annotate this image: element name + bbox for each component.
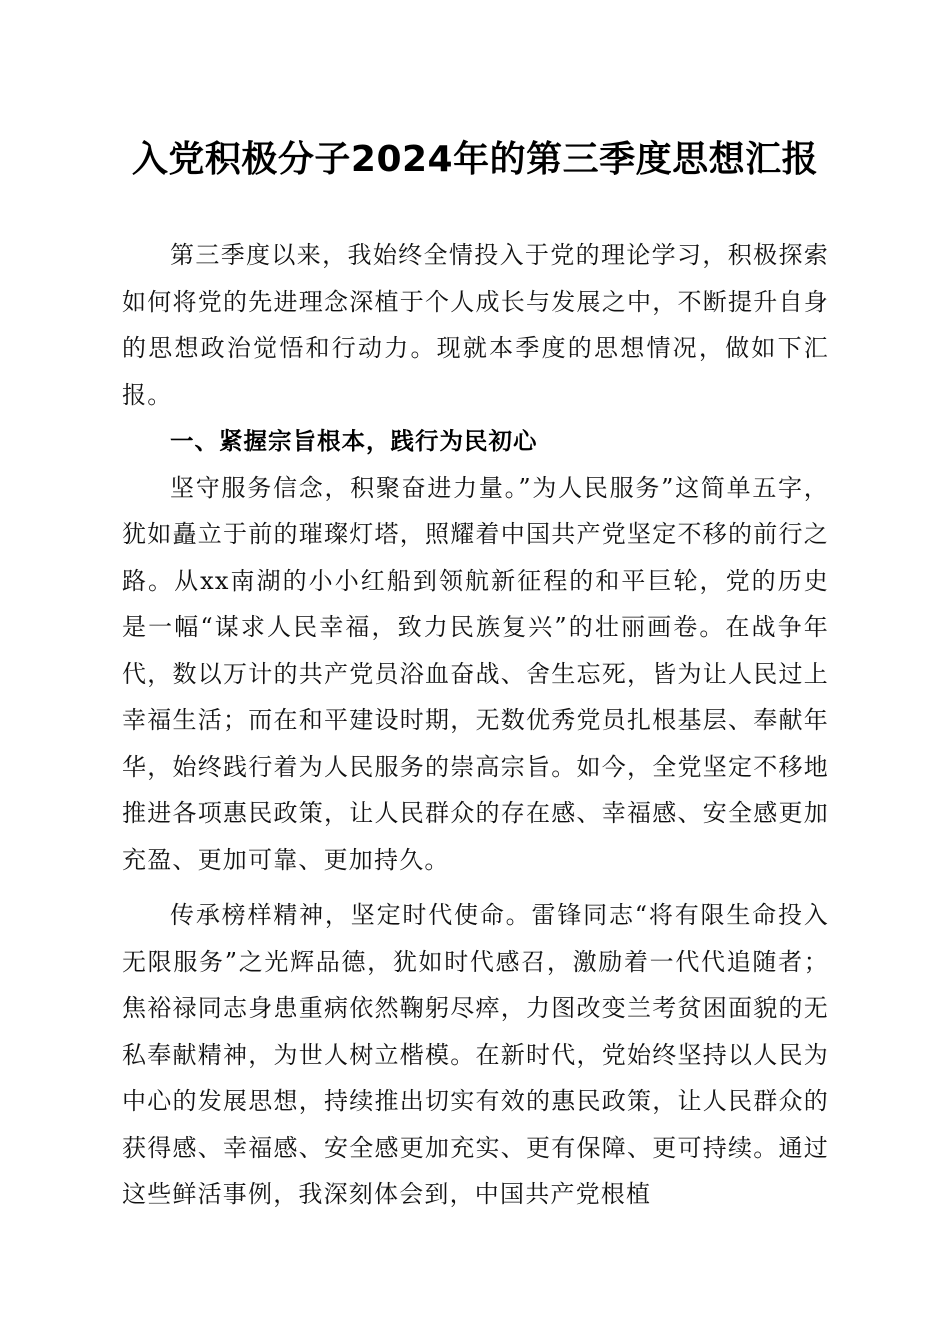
intro-paragraph: 第三季度以来，我始终全情投入于党的理论学习，积极探索如何将党的先进理念深植于个人成长与发展之中，不断提升自身的思想政治觉悟和行动力。现就本季度的思想情况，做如下汇报。 <box>122 241 829 409</box>
section1-paragraph-2: 传承榜样精神，坚定时代使命。雷锋同志“将有限生命投入无限服务”之光辉品德，犹如时代感召，激励着一代代追随者；焦裕禄同志身患重病依然鞠躬尽瘁，力图改变兰考贫困面貌的无私奉献精神，为世人树立楷模。在新时代，党始终坚持以人民为中心的发展思想，持续推出切实有效的惠民政策，让人民群众的获得感、幸福感、安全感更加充实、更有保障、更可持续。通过这些鲜活事例，我深刻体会到，中国共产党根植 <box>122 901 829 1208</box>
section1-paragraph-1: 坚守服务信念，积聚奋进力量。”为人民服务”这简单五字，犹如矗立于前的璀璨灯塔，照耀着中国共产党坚定不移的前行之路。从xx南湖的小小红船到领航新征程的和平巨轮，党的历史是一幅“谋求人民幸福，致力民族复兴”的壮丽画卷。在战争年代，数以万计的共产党员浴血奋战、舍生忘死，皆为让人民过上幸福生活；而在和平建设时期，无数优秀党员扎根基层、奉献年华，始终践行着为人民服务的崇高宗旨。如今，全党坚定不移地推进各项惠民政策，让人民群众的存在感、幸福感、安全感更加充盈、更加可靠、更加持久。 <box>122 473 829 874</box>
section-heading-1: 一、紧握宗旨根本，践行为民初心 <box>170 427 538 455</box>
document-body <box>122 232 829 1218</box>
document-title: 入党积极分子2024年的第三季度思想汇报 <box>131 139 819 180</box>
